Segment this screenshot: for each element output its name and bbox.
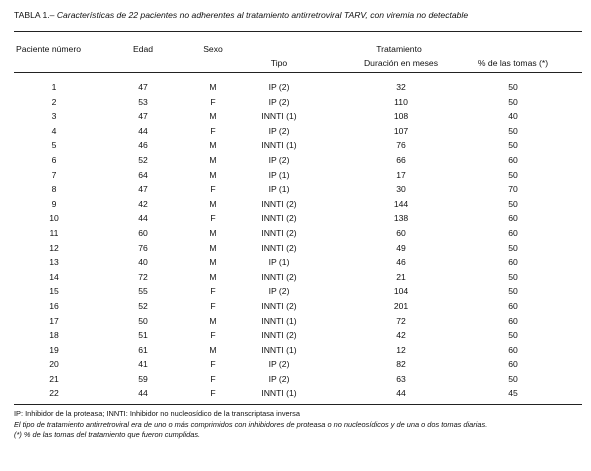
table-row	[0, 316, 591, 331]
cell-treatment-type: IP (1)	[268, 169, 290, 180]
table-caption: Características de 22 pacientes no adherentes al tratamiento antirretroviral TARV, con viremia no detectable	[56, 10, 469, 20]
cell-patient-number: 16	[49, 300, 59, 311]
cell-percent: 70	[508, 184, 518, 195]
cell-duration: 107	[393, 125, 409, 136]
top-rule	[14, 31, 582, 32]
cell-sex: F	[210, 300, 216, 311]
footnote-abbreviations: IP: Inhibidor de la proteasa; INNTI: Inhibidor no nucleosídico de la transcriptasa inversa	[14, 409, 300, 418]
cell-treatment-type: IP (2)	[268, 373, 290, 384]
cell-duration: 46	[396, 257, 406, 268]
cell-age: 51	[138, 330, 148, 341]
cell-treatment-type: INNTI (2)	[261, 213, 297, 224]
cell-treatment-type: INNTI (2)	[261, 300, 297, 311]
cell-patient-number: 2	[51, 96, 57, 107]
cell-patient-number: 8	[51, 184, 57, 195]
cell-percent: 45	[508, 388, 518, 399]
table-row	[0, 155, 591, 170]
cell-age: 76	[138, 242, 148, 253]
cell-patient-number: 11	[49, 227, 59, 238]
cell-patient-number: 5	[51, 140, 57, 151]
cell-age: 44	[138, 213, 148, 224]
cell-percent: 60	[508, 300, 518, 311]
bottom-rule	[14, 404, 582, 405]
table-row	[0, 97, 591, 112]
cell-age: 52	[138, 154, 148, 165]
cell-sex: M	[209, 271, 217, 282]
cell-sex: M	[209, 82, 217, 92]
cell-treatment-type: INNTI (1)	[261, 344, 297, 355]
cell-age: 40	[138, 257, 148, 268]
cell-percent: 60	[508, 257, 518, 268]
cell-treatment-type: INNTI (1)	[261, 140, 297, 151]
cell-age: 61	[138, 344, 148, 355]
cell-treatment-type: INNTI (2)	[261, 271, 297, 282]
cell-treatment-type: IP (1)	[268, 257, 290, 268]
cell-duration: 110	[394, 96, 408, 107]
cell-duration: 104	[393, 286, 409, 297]
cell-patient-number: 18	[49, 330, 59, 341]
footnote-percent: (*) % de las tomas del tratamiento que fueron cumplidas.	[14, 430, 201, 440]
cell-sex: F	[210, 125, 216, 136]
cell-patient-number: 12	[49, 242, 59, 253]
cell-percent: 60	[508, 315, 518, 326]
cell-patient-number: 21	[49, 373, 59, 384]
cell-age: 46	[138, 140, 148, 151]
cell-percent: 50	[508, 373, 518, 384]
cell-patient-number: 13	[49, 257, 59, 268]
cell-patient-number: 17	[49, 315, 59, 326]
cell-age: 41	[138, 359, 148, 370]
cell-age: 47	[138, 111, 148, 122]
cell-treatment-type: INNTI (1)	[261, 388, 297, 399]
cell-sex: M	[209, 154, 217, 165]
cell-percent: 50	[508, 96, 518, 107]
cell-sex: M	[209, 198, 217, 209]
cell-duration: 32	[396, 82, 406, 92]
cell-patient-number: 3	[51, 111, 57, 122]
cell-percent: 50	[508, 198, 518, 209]
cell-percent: 60	[508, 359, 518, 370]
cell-percent: 60	[508, 344, 518, 355]
cell-treatment-type: IP (2)	[268, 96, 290, 107]
table-number: TABLA 1.–	[14, 10, 57, 20]
cell-age: 50	[138, 315, 148, 326]
cell-duration: 63	[396, 373, 406, 384]
footnotes	[14, 409, 487, 441]
cell-age: 60	[138, 227, 148, 238]
cell-age: 47	[138, 82, 148, 92]
header-treatment: Tratamiento	[376, 44, 422, 54]
cell-sex: M	[209, 140, 217, 151]
header-age: Edad	[132, 44, 154, 54]
cell-duration: 66	[396, 154, 406, 165]
cell-sex: M	[209, 227, 217, 238]
cell-percent: 50	[508, 286, 518, 297]
header-rule	[14, 72, 582, 73]
cell-percent: 50	[508, 242, 518, 253]
table-row	[0, 199, 591, 214]
cell-duration: 21	[396, 271, 406, 282]
cell-sex: M	[209, 315, 217, 326]
cell-age: 64	[138, 169, 148, 180]
cell-duration: 12	[396, 344, 406, 355]
header-type: Tipo	[270, 58, 288, 68]
cell-sex: M	[209, 169, 217, 180]
cell-duration: 30	[396, 184, 406, 195]
footnote-scheme: El tipo de tratamiento antirretroviral era de uno o más comprimidos con inhibidores de proteasa o no nucleosídicos y de una o dos tomas diarias.	[14, 419, 488, 429]
cell-age: 52	[138, 300, 148, 311]
cell-duration: 201	[393, 300, 409, 311]
cell-duration: 108	[393, 111, 409, 122]
cell-sex: M	[209, 344, 217, 355]
cell-patient-number: 22	[49, 388, 59, 399]
cell-percent: 50	[508, 140, 518, 151]
cell-patient-number: 9	[51, 198, 57, 209]
cell-duration: 144	[393, 198, 409, 209]
table-row	[0, 286, 591, 301]
cell-duration: 138	[393, 213, 409, 224]
cell-patient-number: 15	[49, 286, 59, 297]
cell-age: 53	[138, 96, 148, 107]
table-row	[0, 184, 591, 199]
cell-age: 59	[138, 373, 148, 384]
cell-sex: F	[210, 330, 216, 341]
table-row	[0, 170, 591, 185]
table-row	[0, 228, 591, 243]
cell-sex: F	[210, 213, 216, 224]
cell-sex: M	[209, 257, 217, 268]
cell-treatment-type: INNTI (2)	[261, 227, 297, 238]
table-row	[0, 82, 591, 97]
cell-sex: F	[210, 359, 216, 370]
cell-percent: 50	[508, 271, 518, 282]
table-row	[0, 126, 591, 141]
table-body	[0, 82, 591, 403]
cell-percent: 50	[508, 82, 518, 92]
table-row	[0, 257, 591, 272]
cell-age: 72	[138, 271, 148, 282]
header-duration: Duración en meses	[363, 58, 439, 68]
cell-sex: F	[210, 388, 216, 399]
table-row	[0, 272, 591, 287]
cell-patient-number: 14	[49, 271, 59, 282]
cell-sex: F	[210, 96, 216, 107]
table-row	[0, 111, 591, 126]
table-row	[0, 374, 591, 389]
cell-duration: 42	[396, 330, 406, 341]
table-row	[0, 330, 591, 345]
cell-percent: 60	[508, 227, 518, 238]
table-row	[0, 243, 591, 258]
cell-percent: 50	[508, 169, 518, 180]
cell-sex: M	[209, 242, 217, 253]
cell-treatment-type: INNTI (1)	[261, 111, 297, 122]
cell-age: 42	[138, 198, 148, 209]
cell-age: 55	[138, 286, 148, 297]
cell-duration: 82	[396, 359, 406, 370]
cell-treatment-type: IP (2)	[268, 82, 290, 92]
cell-age: 44	[138, 125, 148, 136]
cell-treatment-type: IP (2)	[268, 154, 290, 165]
table-row	[0, 345, 591, 360]
cell-percent: 40	[508, 111, 518, 122]
cell-treatment-type: IP (2)	[268, 359, 290, 370]
header-sex: Sexo	[203, 44, 223, 54]
cell-treatment-type: IP (1)	[268, 184, 290, 195]
cell-sex: M	[209, 111, 217, 122]
cell-sex: F	[210, 286, 216, 297]
cell-treatment-type: IP (2)	[268, 125, 290, 136]
table-row	[0, 213, 591, 228]
cell-percent: 60	[508, 154, 518, 165]
cell-patient-number: 4	[51, 125, 57, 136]
cell-duration: 76	[396, 140, 406, 151]
table-title	[14, 10, 589, 20]
table-row	[0, 359, 591, 374]
cell-sex: F	[210, 373, 216, 384]
cell-age: 47	[138, 184, 148, 195]
cell-duration: 72	[396, 315, 406, 326]
table-row	[0, 388, 591, 403]
cell-patient-number: 19	[49, 344, 59, 355]
table-row	[0, 140, 591, 155]
cell-patient-number: 1	[51, 82, 57, 92]
cell-percent: 60	[508, 213, 518, 224]
cell-sex: F	[210, 184, 216, 195]
cell-patient-number: 7	[51, 169, 57, 180]
cell-patient-number: 6	[51, 154, 57, 165]
cell-treatment-type: INNTI (2)	[261, 242, 297, 253]
header-patient: Paciente número	[16, 44, 81, 54]
cell-duration: 60	[396, 227, 406, 238]
cell-treatment-type: INNTI (1)	[261, 315, 297, 326]
cell-patient-number: 20	[49, 359, 59, 370]
cell-duration: 17	[396, 169, 406, 180]
cell-duration: 44	[396, 388, 406, 399]
cell-treatment-type: IP (2)	[268, 286, 290, 297]
header-percent: % de las tomas (*)	[477, 58, 549, 68]
cell-treatment-type: INNTI (2)	[261, 198, 297, 209]
cell-duration: 49	[396, 242, 406, 253]
table-row	[0, 301, 591, 316]
cell-patient-number: 10	[49, 213, 59, 224]
cell-percent: 50	[508, 330, 518, 341]
cell-treatment-type: INNTI (2)	[261, 330, 297, 341]
cell-age: 44	[138, 388, 148, 399]
cell-percent: 50	[508, 125, 518, 136]
